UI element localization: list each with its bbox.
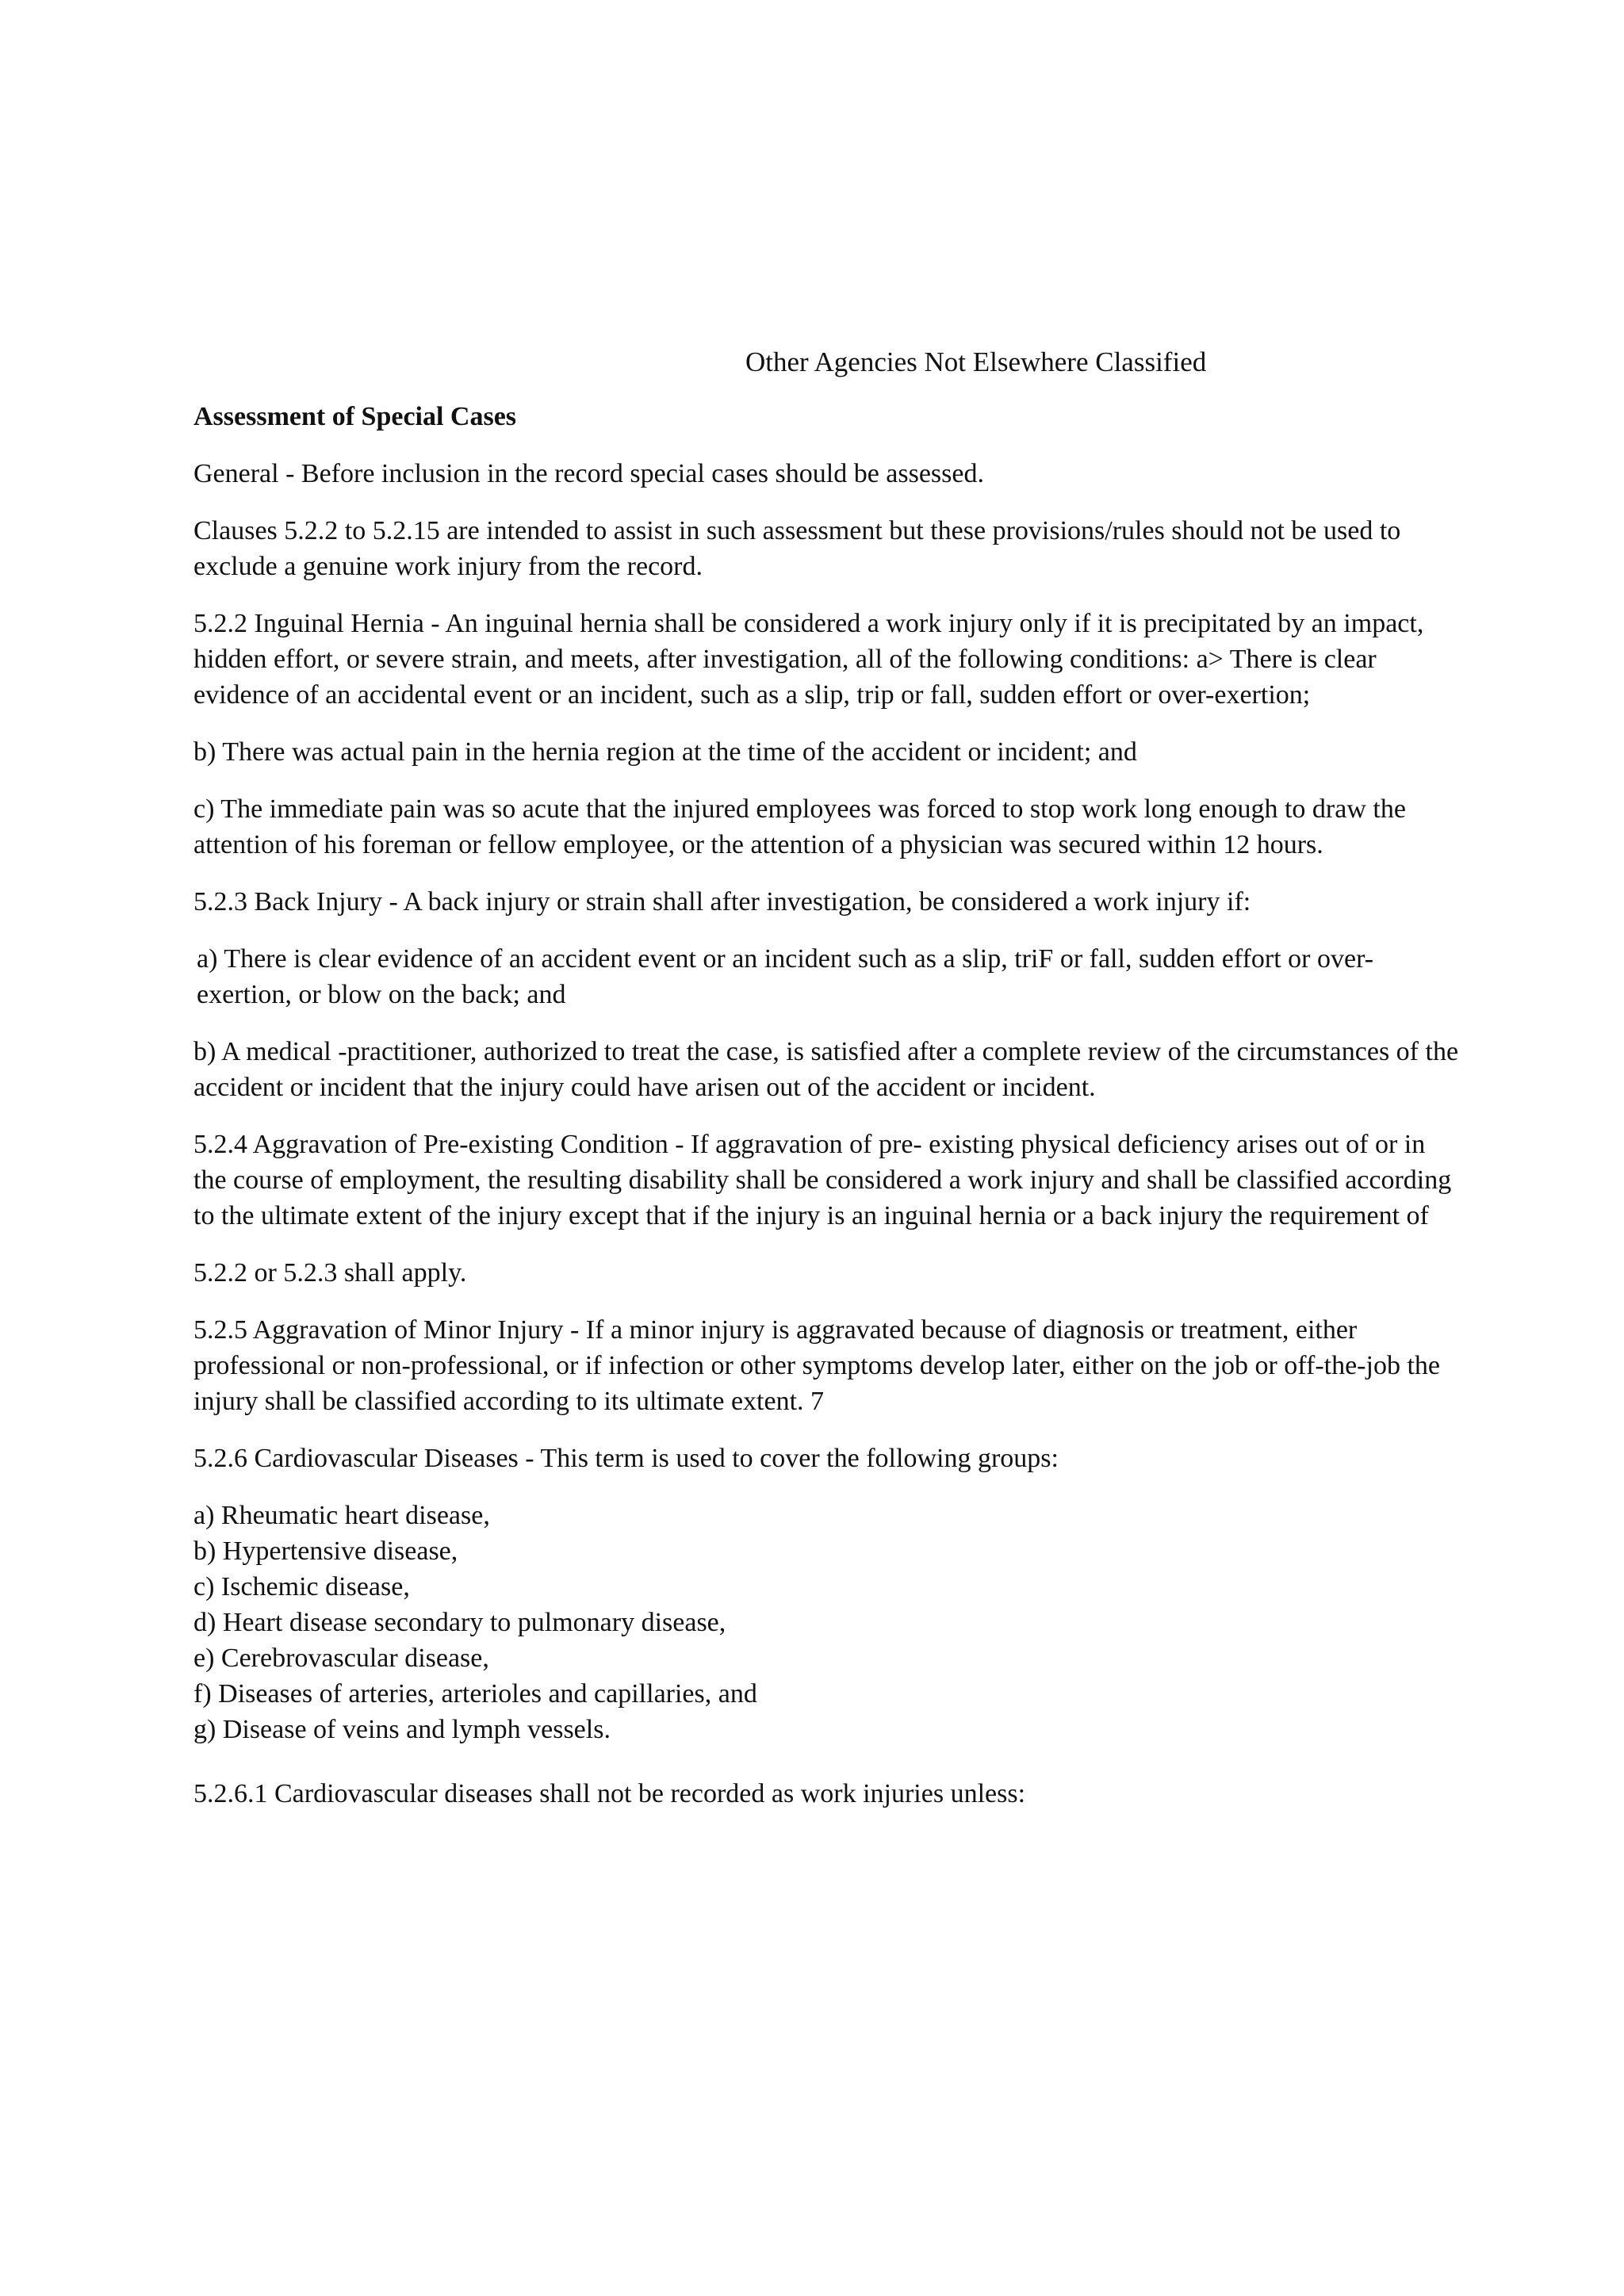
paragraph-back-condition-b: b) A medical -practitioner, authorized to treat the case, is satisfied after a complete review of the circumstances of the accident or incident that the injury could have arisen out of the accident or incident. <box>193 1037 1459 1102</box>
paragraph-aggravation-preexisting: 5.2.4 Aggravation of Pre-existing Condition - If aggravation of pre- existing physical deficiency arises out of or in the course of employment, the resulting disability shall be considered a work injury and shall be classified according to the ultimate extent of the injury except that if the injury is an inguinal hernia or a back injury the requirement of <box>193 1130 1452 1230</box>
paragraph-inguinal-hernia: 5.2.2 Inguinal Hernia - An inguinal hernia shall be considered a work injury only if it is precipitated by an impact, hidden effort, or severe strain, and meets, after investigation, all of the following conditions: a> There is clear evidence of an accidental event or an incident, such as a slip, trip or fall, sudden effort or over-exertion; <box>193 609 1424 710</box>
list-item: b) Hypertensive disease, <box>193 1536 458 1566</box>
paragraph-hernia-condition-b: b) There was actual pain in the hernia region at the time of the accident or incident; and <box>193 737 1137 767</box>
paragraph-apply-clause: 5.2.2 or 5.2.3 shall apply. <box>193 1258 467 1288</box>
section-title: Assessment of Special Cases <box>193 402 517 431</box>
page-header: Other Agencies Not Elsewhere Classified <box>745 346 1207 377</box>
paragraph-cardiovascular-intro: 5.2.6 Cardiovascular Diseases - This term is used to cover the following groups: <box>193 1444 1059 1473</box>
document-content <box>193 344 1462 1833</box>
paragraph-back-injury: 5.2.3 Back Injury - A back injury or strain shall after investigation, be considered a work injury if: <box>193 887 1251 916</box>
list-item: d) Heart disease secondary to pulmonary disease, <box>193 1608 726 1637</box>
list-item: a) Rheumatic heart disease, <box>193 1501 490 1530</box>
paragraph-aggravation-minor: 5.2.5 Aggravation of Minor Injury - If a minor injury is aggravated because of diagnosis or treatment, either professional or non-professional, or if infection or other symptoms develop later, either on the job or off-the-job the injury shall be classified according to its ultimate extent. 7 <box>193 1315 1440 1416</box>
paragraph-general: General - Before inclusion in the record special cases should be assessed. <box>193 459 984 488</box>
paragraph-hernia-condition-c: c) The immediate pain was so acute that the injured employees was forced to stop work long enough to draw the attention of his foreman or fellow employee, or the attention of a physician was secured within 12 hours. <box>193 794 1406 859</box>
paragraph-cardiovascular-recording: 5.2.6.1 Cardiovascular diseases shall not be recorded as work injuries unless: <box>193 1779 1026 1808</box>
paragraph-clauses: Clauses 5.2.2 to 5.2.15 are intended to assist in such assessment but these provisions/rules should not be used to exclude a genuine work injury from the record. <box>193 516 1401 581</box>
cardiovascular-groups-list <box>193 1498 1462 1747</box>
list-item: c) Ischemic disease, <box>193 1572 410 1601</box>
list-item: g) Disease of veins and lymph vessels. <box>193 1715 611 1744</box>
paragraph-back-condition-a: a) There is clear evidence of an accident event or an incident such as a slip, triF or fall, sudden effort or over-exertion, or blow on the back; and <box>197 944 1374 1009</box>
list-item: f) Diseases of arteries, arterioles and capillaries, and <box>193 1679 757 1709</box>
list-item: e) Cerebrovascular disease, <box>193 1644 489 1673</box>
